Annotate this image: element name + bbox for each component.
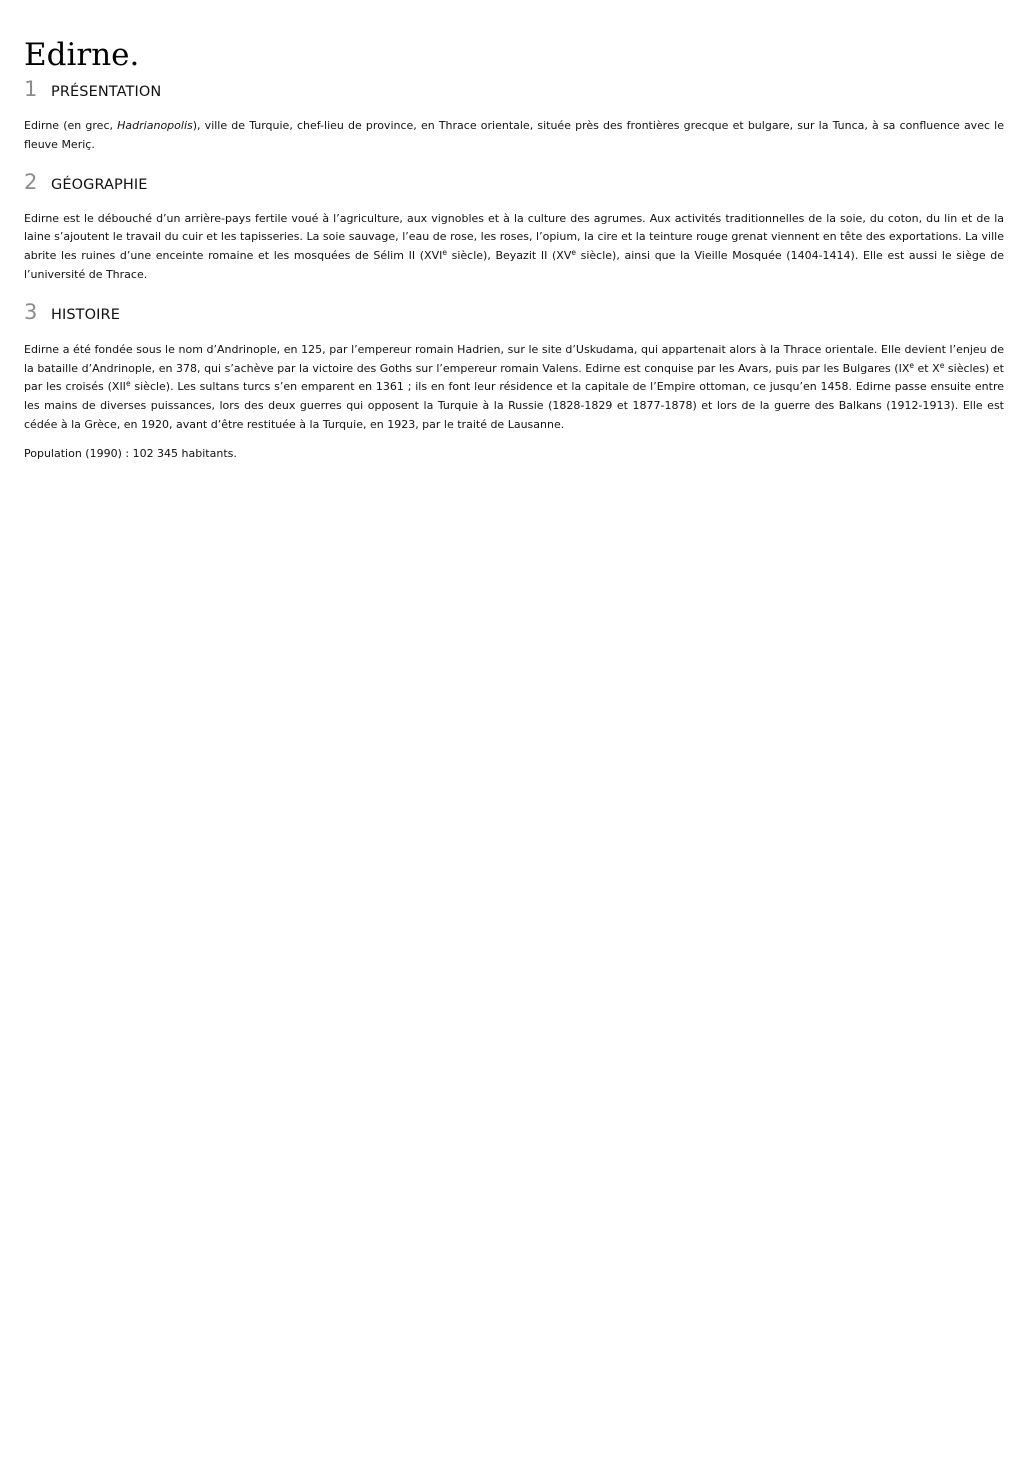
italic-term: Hadrianopolis: [117, 119, 193, 132]
text-run: Edirne a été fondée sous le nom d’Andrinople, en 125, par l’empereur romain Hadrien, sur le site d’Uskudama, qui appartenait alors à la Thrace orientale. Elle devient l’enjeu de la bataille d’Andrinople, en 378, qui s’achève par la victoire des Goths sur l’empereur romain Valens. Edirne est conquise par les Avars, puis par les Bulgares (IX: [24, 342, 1004, 375]
text-run: siècle), Beyazit II (XV: [446, 249, 572, 263]
section-heading-histoire: [24, 299, 1004, 328]
geographie-paragraph: [24, 210, 1004, 285]
document-page: [24, 36, 1004, 464]
text-run: Edirne (en grec,: [24, 119, 118, 132]
section-number: 2: [24, 169, 38, 194]
section-number: 1: [24, 77, 38, 101]
text-run: Edirne est le débouché d’un arrière-pays fertile voué à l’agriculture, aux vignobles et à la culture des agrumes. Aux activités traditionnelles de la soie, du coton, du lin et de la laine s’ajoutent le travail du cuir et les tapisseries. La soie sauvage, l’eau de rose, les roses, l’opium, la cire et la teinture rouge grenat viennent en tête des exportations. La ville abrite les ruines d’une enceinte romaine et les mosquées de Sélim II (XVI: [24, 211, 1004, 263]
superscript: e: [939, 360, 945, 370]
text-run: ), ville de Turquie, chef-lieu de province, en Thrace orientale, située près des frontières grecque et bulgare, sur la Tunca, à sa confluence avec le fleuve Meriç.: [24, 119, 1004, 151]
text-run: siècle). Les sultans turcs s’en emparent en 1361 ; ils en font leur résidence et la capitale de l’Empire ottoman, ce jusqu’en 1458. Edirne passe ensuite entre les mains de diverses puissances, lors des deux guerres qui opposent la Turquie à la Russie (1828-1829 et 1877-1878) et lors de la guerre des Balkans (1912-1913). Elle est cédée à la Grèce, en 1920, avant d’être restituée à la Turquie, en 1923, par le traité de Lausanne.: [24, 380, 1004, 431]
population-paragraph: Population (1990) : 102 345 habitants.: [24, 446, 237, 460]
text-run: siècles) et par les croisés (XII: [24, 361, 1004, 394]
section-title: HISTOIRE: [51, 306, 120, 323]
superscript: e: [909, 360, 914, 370]
superscript: e: [125, 379, 131, 389]
section-heading-presentation: [24, 76, 1004, 105]
presentation-paragraph: [24, 117, 1004, 155]
document-title: Edirne.: [24, 37, 140, 73]
text-run: et X: [913, 361, 940, 375]
section-title: GÉOGRAPHIE: [51, 176, 148, 193]
section-heading-geographie: [24, 169, 1004, 198]
section-number: 3: [24, 299, 38, 324]
histoire-paragraph: [24, 341, 1004, 435]
superscript: e: [571, 248, 576, 258]
section-title: PRÉSENTATION: [51, 84, 162, 100]
text-run: siècle), ainsi que la Vieille Mosquée (1404-1414). Elle est aussi le siège de l’université de Thrace.: [24, 249, 1005, 281]
superscript: e: [442, 248, 447, 258]
